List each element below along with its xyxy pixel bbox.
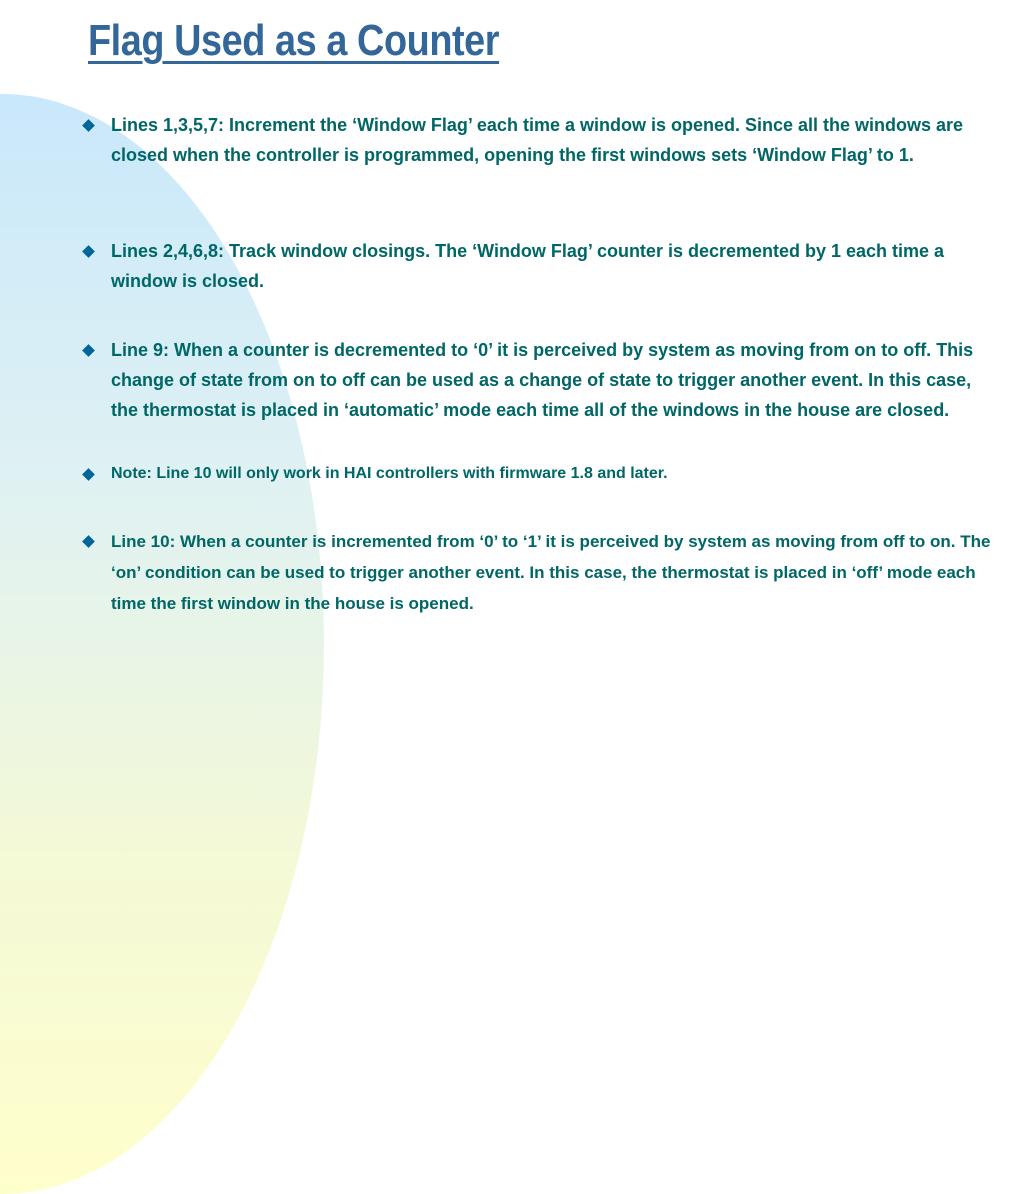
diamond-bullet-icon: [82, 468, 95, 481]
diamond-bullet-icon: [82, 119, 95, 132]
diamond-bullet-icon: [82, 245, 95, 258]
bullet-text-4: Note: Line 10 will only work in HAI controllers with firmware 1.8 and later.: [111, 465, 668, 482]
bullet-text-3: Line 9: When a counter is decremented to ‘0’ it is perceived by system as moving from on to off. This change of state from on to off can be used as a change of state to trigger another event. In this case, the thermostat is placed in ‘automatic’ mode each time all of the windows in the house are closed.: [111, 340, 974, 420]
bullet-text-2: Lines 2,4,6,8: Track window closings. The ‘Window Flag’ counter is decremented by 1 each time a window is closed.: [111, 241, 945, 291]
diamond-bullet-icon: [82, 344, 95, 357]
bullet-text-5: Line 10: When a counter is incremented from ‘0’ to ‘1’ it is perceived by system as moving from off to on. The ‘on’ condition can be used to trigger another event. In this case, the thermostat is placed in ‘off’ mode each time the first window in the house is opened.: [111, 532, 991, 613]
diamond-bullet-icon: [82, 535, 95, 548]
slide-title: Flag Used as a Counter: [88, 16, 500, 65]
bullet-text-1: Lines 1,3,5,7: Increment the ‘Window Flag’ each time a window is opened. Since all the windows are closed when the controller is programmed, opening the first windows sets ‘Window Flag’ to 1.: [111, 115, 964, 165]
